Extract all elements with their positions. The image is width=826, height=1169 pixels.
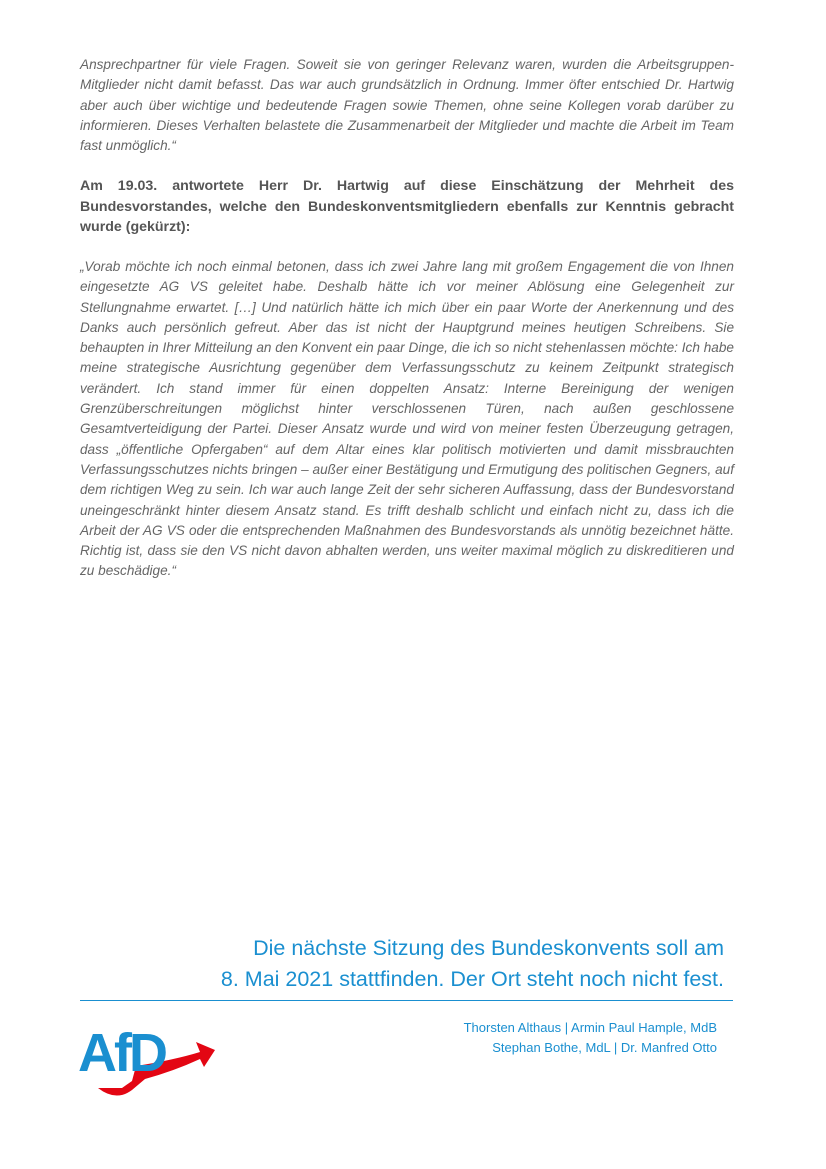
intro-paragraph: Am 19.03. antwortete Herr Dr. Hartwig auf diese Einschätzung der Mehrheit des Bundesvorstandes, welche den Bundeskonventsmitgliedern ebenfalls zur Kenntnis gebracht wurde (gekürzt): bbox=[80, 178, 734, 235]
announcement-line-2: 8. Mai 2021 stattfinden. Der Ort steht noch nicht fest. bbox=[220, 967, 724, 991]
signatories-line-2: Stephan Bothe, MdL | Dr. Manfred Otto bbox=[492, 1040, 717, 1055]
quote-paragraph-main: „Vorab möchte ich noch einmal betonen, dass ich zwei Jahre lang mit großem Engagement die von Ihnen eingesetzte AG VS geleitet habe. Deshalb hätte ich vor meiner Ablösung eine Gelegenheit zur Stellungnahme erwartet. […] Und natürlich hätte ich mich über ein paar Worte der Anerkennung und des Danks auch persönlich gefreut. Aber das ist nicht der Hauptgrund meines heutigen Schreibens. Sie behaupten in Ihrer Mitteilung an den Konvent ein paar Dinge, die ich so nicht stehenlassen möchte: Ich habe meine strategische Ausrichtung gegenüber dem Verfassungsschutz zu keinem Zeitpunkt strategisch verändert. Ich stand immer für einen doppelten Ansatz: Interne Bereinigung der wenigen Grenzüberschreitungen möglichst hinter verschlossenen Türen, nach außen geschlossene Gesamtverteidigung der Partei. Dieser Ansatz wurde und wird von meiner festen Überzeugung getragen, dass „öffentliche Opfergaben“ auf dem Altar eines klar politisch motivierten und damit missbrauchten Verfassungsschutzes nichts bringen – außer einer Bestätigung und Ermutigung des politischen Gegners, auf dem richtigen Weg zu sein. Ich war auch lange Zeit der sehr sicheren Auffassung, dass der Bundesvorstand uneingeschränkt hinter diesem Ansatz stand. Es trifft deshalb schlicht und einfach nicht zu, dass ich die Arbeit der AG VS oder die entsprechenden Maßnahmen des Bundesvorstands als unnötig bezeichnet hätte. Richtig ist, dass sie den VS nicht davon abhalten werden, uns weiter maximal möglich zu diskreditieren und zu beschädige.“ bbox=[80, 259, 734, 579]
logo-text: AfD bbox=[78, 1023, 165, 1083]
afd-logo-icon bbox=[78, 1020, 218, 1106]
signatories-line-1: Thorsten Althaus | Armin Paul Hample, MdB bbox=[463, 1020, 717, 1035]
signatories bbox=[317, 1018, 717, 1058]
footer-divider bbox=[80, 1000, 733, 1001]
announcement-line-1: Die nächste Sitzung des Bundeskonvents soll am bbox=[253, 936, 724, 960]
quote-paragraph-top: Ansprechpartner für viele Fragen. Soweit sie von geringer Relevanz waren, wurden die Arbeitsgruppen-Mitglieder nicht damit befasst. Das war auch grundsätzlich in Ordnung. Immer öfter entschied Dr. Hartwig aber auch über wichtige und bedeutende Fragen sowie Themen, ohne seine Kollegen vorab darüber zu informieren. Dieses Verhalten belastete die Zusammenarbeit der Mitglieder und machte die Arbeit im Team fast unmöglich.“ bbox=[80, 57, 734, 154]
next-meeting-announcement bbox=[84, 933, 724, 995]
